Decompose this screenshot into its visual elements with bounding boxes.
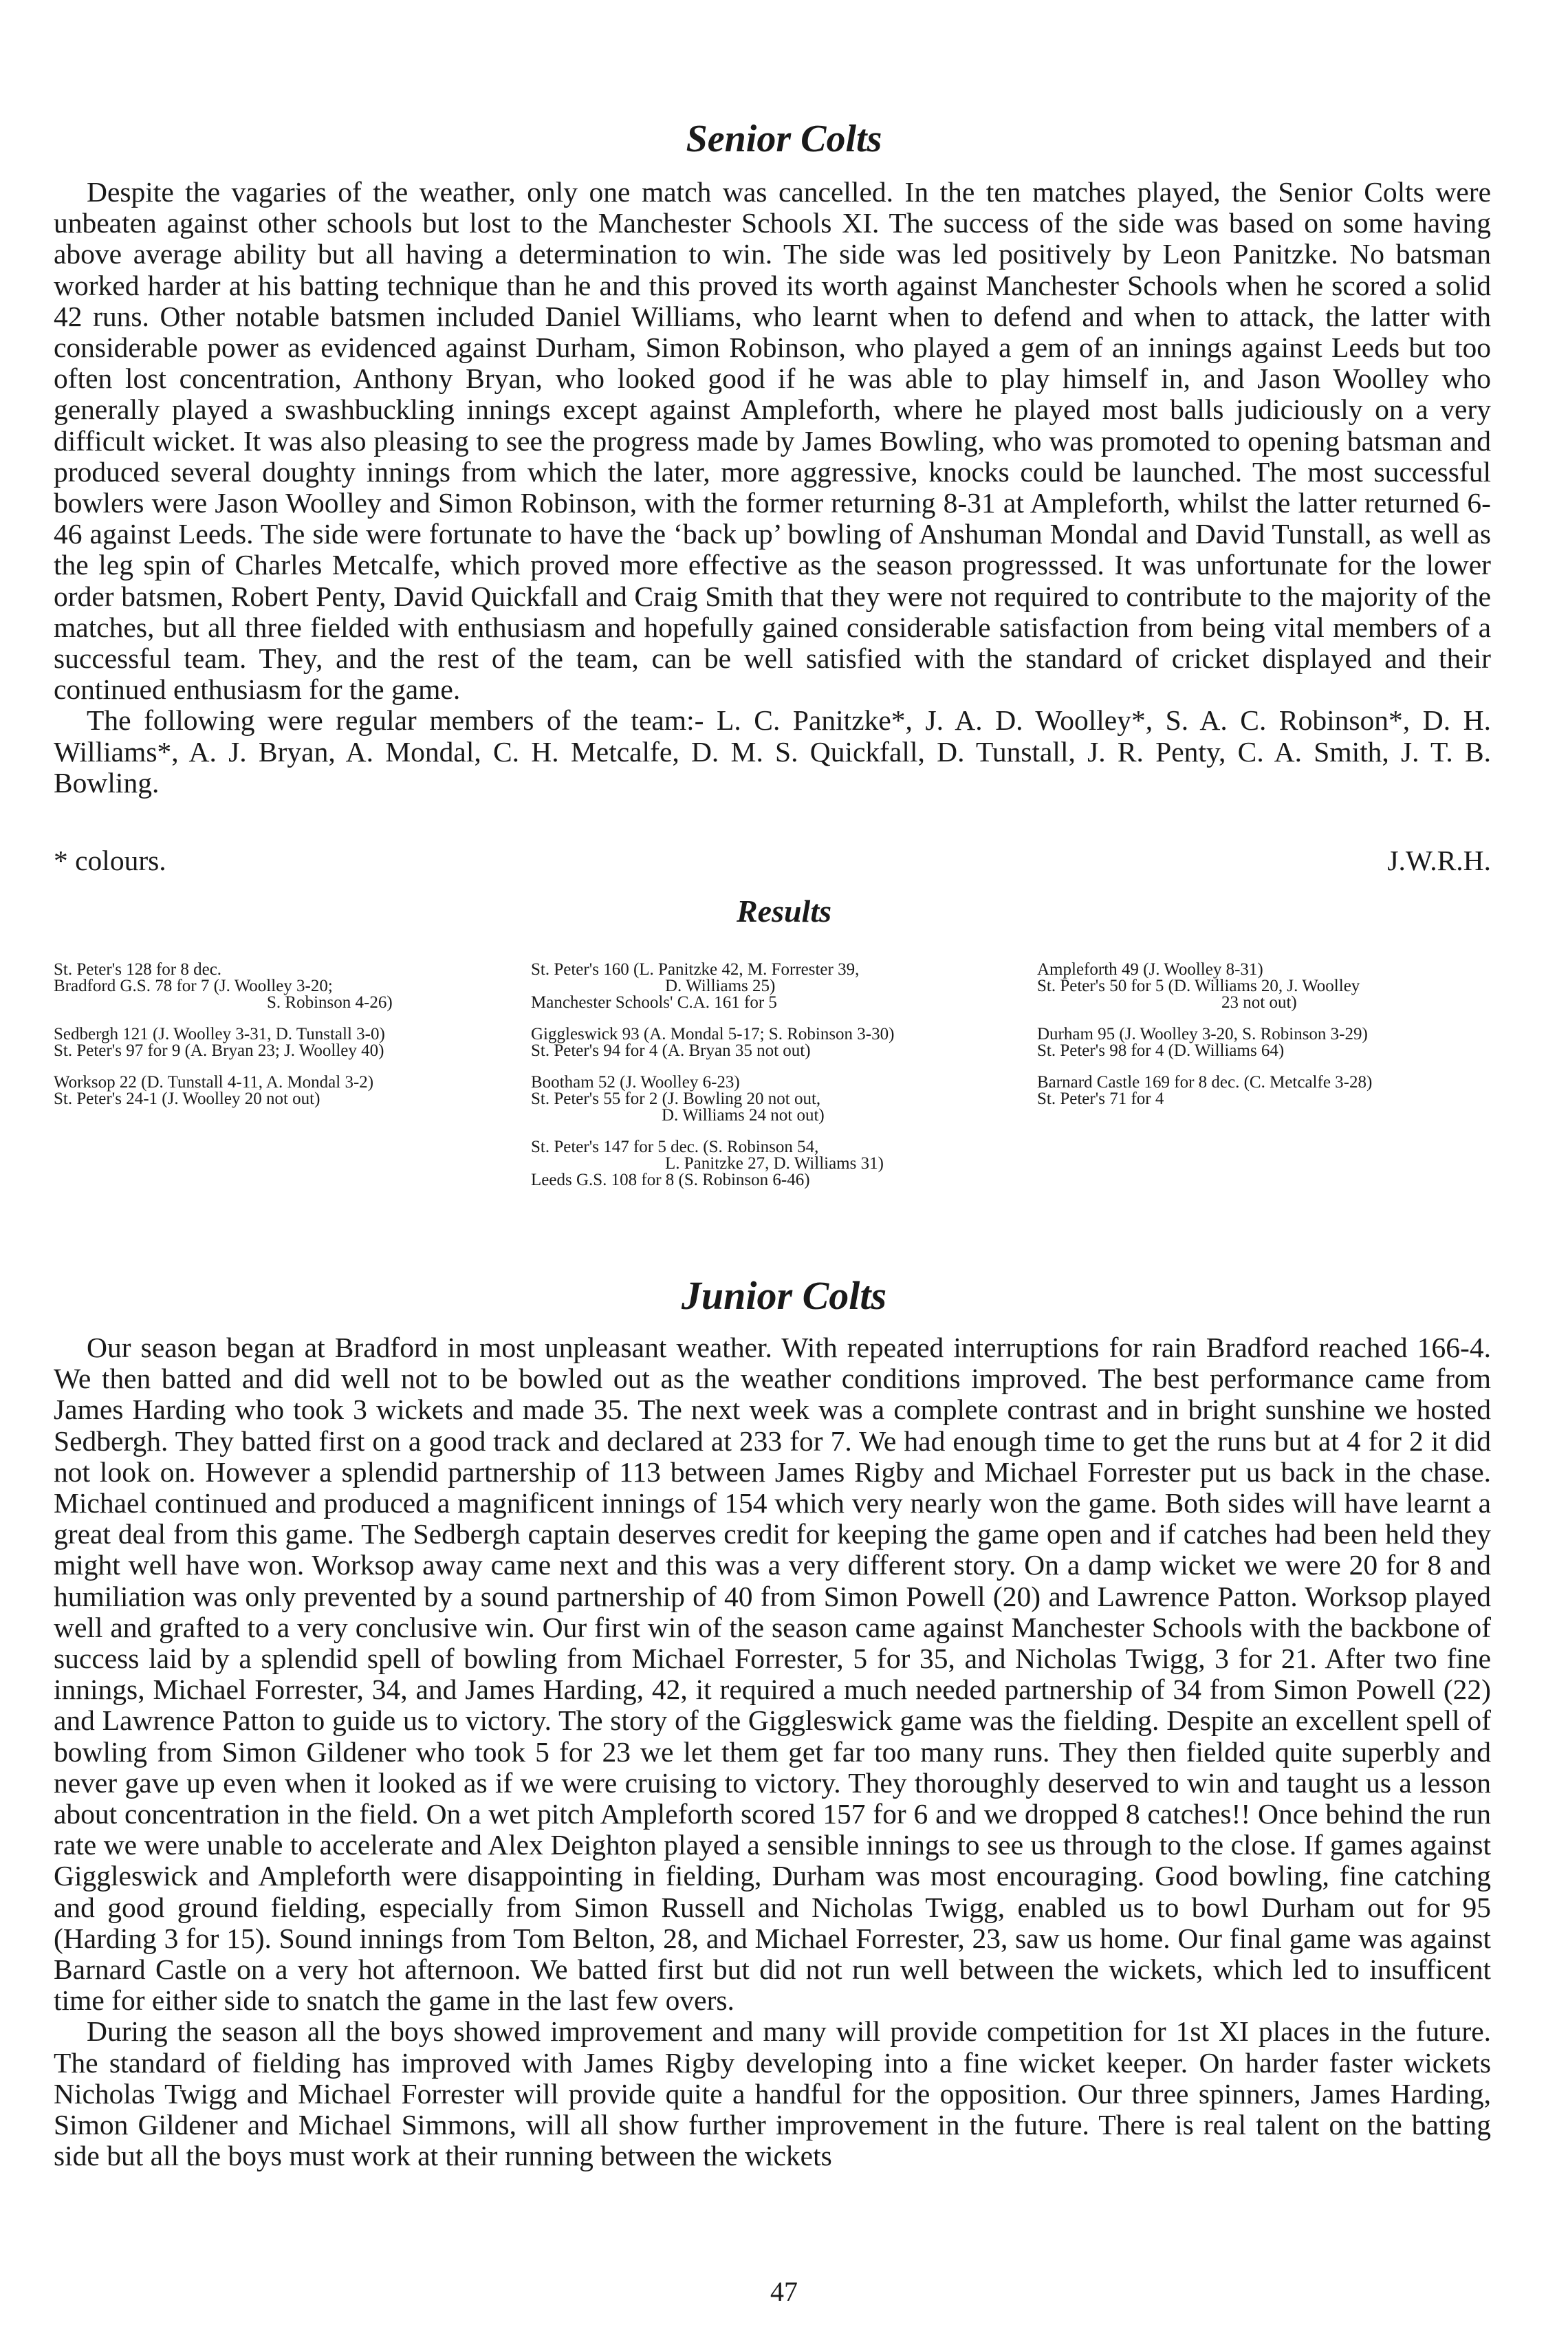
result-entry: [1037, 1026, 1498, 1059]
result-line: Sedbergh 121 (J. Woolley 3-31, D. Tunstall 3-0): [54, 1025, 385, 1043]
result-entry: [531, 1026, 1012, 1059]
result-entry: [1037, 962, 1498, 1011]
result-line: Bootham 52 (J. Woolley 6-23): [531, 1073, 740, 1092]
result-line: St. Peter's 97 for 9 (A. Bryan 23; J. Woolley 40): [54, 1041, 384, 1060]
result-line: St. Peter's 147 for 5 dec. (S. Robinson 54,: [531, 1138, 819, 1156]
results-column-3: [1037, 962, 1498, 1123]
senior-colts-footer: [54, 845, 1491, 876]
junior-colts-heading: Junior Colts: [681, 1273, 887, 1318]
page-number: 47: [770, 2276, 798, 2307]
result-line: Leeds G.S. 108 for 8 (S. Robinson 6-46): [531, 1171, 810, 1189]
result-line: D. Williams 24 not out): [662, 1106, 825, 1125]
result-entry: [54, 962, 494, 1011]
result-entry: [531, 1139, 1012, 1189]
result-line: St. Peter's 128 for 8 dec.: [54, 960, 222, 979]
senior-colts-heading: Senior Colts: [686, 118, 882, 160]
junior-colts-paragraph-1: Our season began at Bradford in most unpleasant weather. With repeated interruptions for rain Bradford reached 166-4. We then batted and did well not to be bowled out as the weather conditions improved. The best performance came from James Harding who took 3 wickets and made 35. The next week was a complete contrast and in bright sunshine we hosted Sedbergh. They batted first on a good track and declared at 233 for 7. We had enough time to get the runs but at 4 for 2 it did not look on. However a splendid partnership of 113 between James Rigby and Michael Forrester put us back in the chase. Michael continued and produced a magnificent innings of 154 which very nearly won the game. Both sides will have learnt a great deal from this game. The Sedbergh captain deserves credit for keeping the game open and if catches had been held they might well have won. Worksop away came next and this was a very different story. On a damp wicket we were 20 for 8 and humiliation was only prevented by a sound partnership of 40 from Simon Powell (20) and Lawrence Patton. Worksop played well and grafted to a very conclusive win. Our first win of the season came against Manchester Schools with the backbone of success laid by a splendid spell of bowling from Michael Forrester, 5 for 35, and Nicholas Twigg, 3 for 21. After two fine innings, Michael Forrester, 34, and James Harding, 42, it required a much needed partnership of 34 from Simon Powell (22) and Lawrence Patton to guide us to victory. The story of the Giggleswick game was the fielding. Despite an excellent spell of bowling from Simon Gildener who took 5 for 23 we let them get far too many runs. They then fielded quite superbly and never gave up even when it looked as if we were cruising to victory. They thoroughly deserved to win and taught us a lesson about concentration in the field. On a wet pitch Ampleforth scored 157 for 6 and we dropped 8 catches!! Once behind the run rate we were unable to accelerate and Alex Deighton played a sensible innings to see us through to the close. If games against Giggleswick and Ampleforth were disappointing in fielding, Durham was most encouraging. Good bowling, fine catching and good ground fielding, especially from Simon Russell and Nicholas Twigg, enabled us to bowl Durham out for 95 (Harding 3 for 15). Sound innings from Tom Belton, 28, and Michael Forrester, 23, saw us home. Our final game was against Barnard Castle on a very hot afternoon. We batted first but did not run well between the wickets, which led to insufficent time for either side to snatch the game in the last few overs.: [54, 1332, 1491, 2017]
result-line: 23 not out): [1221, 993, 1297, 1012]
result-line: Manchester Schools' C.A. 161 for 5: [531, 993, 777, 1012]
result-line: Durham 95 (J. Woolley 3-20, S. Robinson 3-29): [1037, 1025, 1368, 1043]
result-entry: [54, 1026, 494, 1059]
senior-colts-report: [54, 177, 1491, 799]
result-line: St. Peter's 160 (L. Panitzke 42, M. Forrester 39,: [531, 960, 860, 979]
result-entry: [54, 1074, 494, 1107]
result-entry: [1037, 1074, 1498, 1107]
author-signature: J.W.R.H.: [1387, 845, 1491, 876]
result-line: Worksop 22 (D. Tunstall 4-11, A. Mondal 3-2): [54, 1073, 374, 1092]
results-heading: Results: [736, 893, 832, 929]
senior-colts-paragraph-1: Despite the vagaries of the weather, only one match was cancelled. In the ten matches played, the Senior Colts were unbeaten against other schools but lost to the Manchester Schools XI. The success of the side was based on some having above average ability but all having a determination to win. The side was led positively by Leon Panitzke. No batsman worked harder at his batting technique than he and this proved its worth against Manchester Schools when he scored a solid 42 runs. Other notable batsmen included Daniel Williams, who learnt when to defend and when to attack, the latter with considerable power as evidenced against Durham, Simon Robinson, who played a gem of an innings against Leeds but too often lost concentration, Anthony Bryan, who looked good if he was able to play himself in, and Jason Woolley who generally played a swashbuckling innings except against Ampleforth, where he played most balls judiciously on a very difficult wicket. It was also pleasing to see the progress made by James Bowling, who was promoted to opening batsman and produced several doughty innings from which the later, more aggressive, knocks could be launched. The most successful bowlers were Jason Woolley and Simon Robinson, with the former returning 8-31 at Ampleforth, whilst the latter returned 6-46 against Leeds. The side were fortunate to have the ‘back up’ bowling of Anshuman Mondal and David Tunstall, as well as the leg spin of Charles Metcalfe, which proved more effective as the season progresssed. It was unfortunate for the lower order batsmen, Robert Penty, David Quickfall and Craig Smith that they were not required to contribute to the majority of the matches, but all three fielded with enthusiasm and hopefully gained considerable satisfaction from being vital members of a successful team. They, and the rest of the team, can be well satisfied with the standard of cricket displayed and their continued enthusiasm for the game.: [54, 176, 1491, 706]
result-line: Ampleforth 49 (J. Woolley 8-31): [1037, 960, 1263, 979]
result-line: St. Peter's 50 for 5 (D. Williams 20, J. Woolley: [1037, 977, 1360, 995]
colours-note: * colours.: [54, 845, 166, 876]
result-line: Giggleswick 93 (A. Mondal 5-17; S. Robinson 3-30): [531, 1025, 895, 1043]
junior-colts-report: [54, 1332, 1491, 2171]
result-line: Bradford G.S. 78 for 7 (J. Woolley 3-20;: [54, 977, 333, 995]
result-line: Barnard Castle 169 for 8 dec. (C. Metcalfe 3-28): [1037, 1073, 1373, 1092]
result-line: St. Peter's 24-1 (J. Woolley 20 not out): [54, 1090, 320, 1108]
result-line: St. Peter's 55 for 2 (J. Bowling 20 not out,: [531, 1090, 821, 1108]
result-entry: [531, 962, 1012, 1011]
result-line: St. Peter's 71 for 4: [1037, 1090, 1164, 1108]
result-line: L. Panitzke 27, D. Williams 31): [665, 1154, 884, 1173]
junior-colts-paragraph-2: During the season all the boys showed improvement and many will provide competition for 1st XI places in the future. The standard of fielding has improved with James Rigby developing into a fine wicket keeper. On harder faster wickets Nicholas Twigg and Michael Forrester will provide quite a handful for the opposition. Our three spinners, James Harding, Simon Gildener and Michael Simmons, will all show further improvement in the future. There is real talent on the batting side but all the boys must work at their running between the wickets: [54, 2015, 1491, 2172]
result-line: St. Peter's 98 for 4 (D. Williams 64): [1037, 1041, 1285, 1060]
results-column-1: [54, 962, 494, 1123]
result-line: St. Peter's 94 for 4 (A. Bryan 35 not out): [531, 1041, 811, 1060]
senior-colts-team-list: The following were regular members of the team:- L. C. Panitzke*, J. A. D. Woolley*, S. A. C. Robinson*, D. H. Williams*, A. J. Bryan, A. Mondal, C. H. Metcalfe, D. M. S. Quickfall, D. Tunstall, J. R. Penty, C. A. Smith, J. T. B. Bowling.: [54, 704, 1491, 799]
result-entry: [531, 1074, 1012, 1124]
result-line: S. Robinson 4-26): [267, 993, 393, 1012]
result-line: D. Williams 25): [665, 977, 776, 995]
results-column-2: [531, 962, 1012, 1204]
